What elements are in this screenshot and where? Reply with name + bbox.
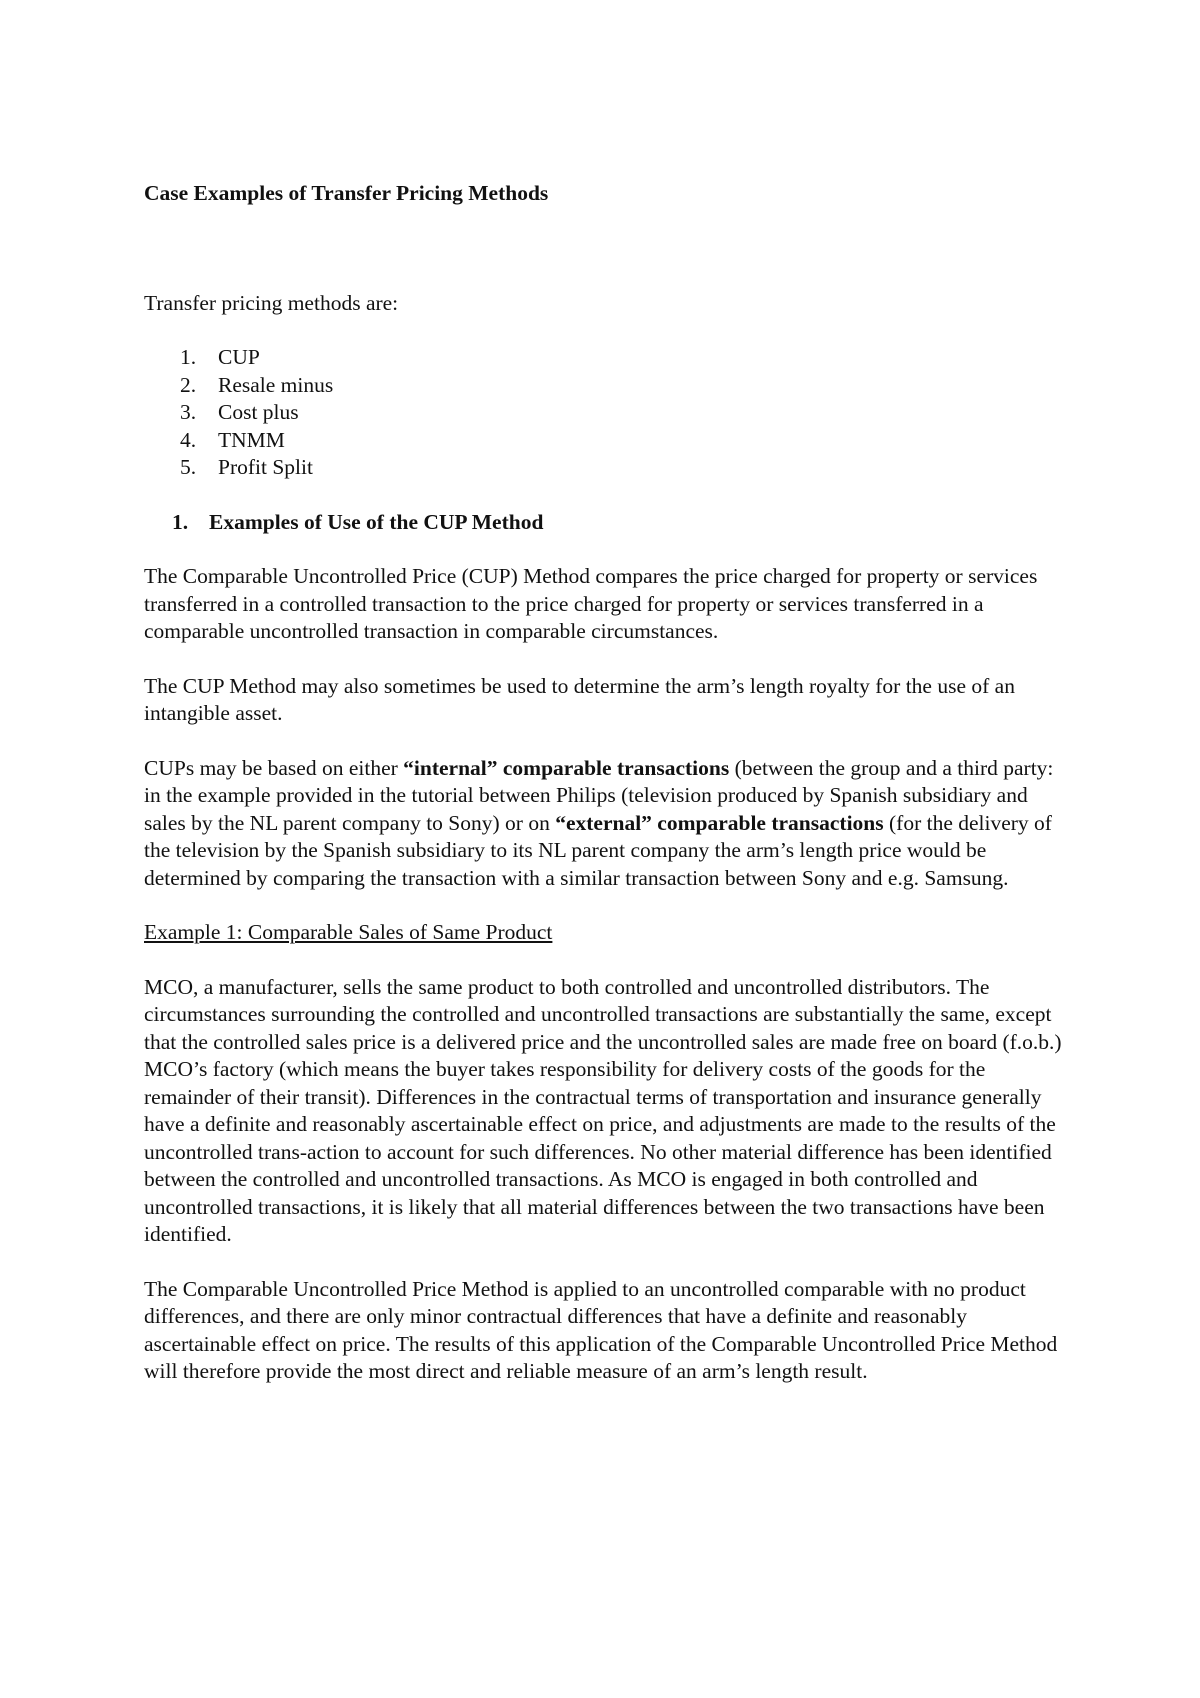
list-item (144, 372, 1074, 400)
external-comparable-term: “external” comparable transactions (555, 810, 884, 835)
cup-types-paragraph (144, 755, 1074, 893)
example-1-heading: Example 1: Comparable Sales of Same Product (144, 920, 553, 944)
list-item (144, 344, 1074, 372)
list-item (144, 399, 1074, 427)
example-1-paragraph: MCO, a manufacturer, sells the same product to both controlled and uncontrolled distributors. The circumstances surrounding the controlled and uncontrolled transactions are substantially the same, except that the controlled sales price is a delivered price and the uncontrolled sales are made free on board (f.o.b.) MCO’s factory (which means the buyer takes responsibility for delivery costs of the goods for the remainder of their transit). Differences in the contractual terms of transportation and insurance generally have a definite and reasonably ascertainable effect on price, and adjustments are made to the results of the uncontrolled trans-action to account for such differences. No other material difference has been identified between the controlled and uncontrolled transactions. As MCO is engaged in both controlled and uncontrolled transactions, it is likely that all material differences between the two transactions have been identified. (144, 974, 1062, 1246)
list-item (144, 454, 1074, 482)
section-heading-number: 1. (172, 509, 189, 534)
list-item-number: 1. (180, 345, 197, 369)
list-item (144, 427, 1074, 455)
list-item-label: Cost plus (218, 400, 299, 424)
document-content (144, 180, 1074, 1386)
intro-text: Transfer pricing methods are: (144, 290, 399, 315)
example-1-conclusion-paragraph: The Comparable Uncontrolled Price Method is applied to an uncontrolled comparable with no product differences, and there are only minor contractual differences that have a definite and reasonably ascertainable effect on price. The results of this application of the Comparable Uncontrolled Price Method will therefore provide the most direct and reliable measure of an arm’s length result. (144, 1276, 1058, 1383)
cup-types-text: CUPs may be based on either (144, 755, 404, 780)
list-item-label: Resale minus (218, 372, 334, 397)
list-item-number: 4. (180, 427, 197, 452)
list-item-number: 5. (180, 455, 197, 479)
internal-comparable-term: “internal” comparable transactions (403, 755, 730, 780)
cup-types-text: (between the group and a third party: in the example provided in the tutorial between Philips (television produced by Spanish subsidiary and sales by the NL parent company to Sony) or on (144, 755, 1054, 835)
methods-list (144, 344, 1074, 482)
document-title: Case Examples of Transfer Pricing Methods (144, 181, 549, 205)
cup-royalty-paragraph: The CUP Method may also sometimes be used to determine the arm’s length royalty for the use of an intangible asset. (144, 673, 1015, 725)
list-item-label: TNMM (218, 427, 285, 452)
section-heading-label: Examples of Use of the CUP Method (209, 509, 544, 534)
list-item-number: 2. (180, 372, 197, 397)
list-item-number: 3. (180, 400, 197, 424)
list-item-label: Profit Split (218, 455, 313, 479)
section-heading (144, 509, 1074, 537)
cup-types-text: (for the delivery of the television by the Spanish subsidiary to its NL parent company the arm’s length price would be determined by comparing the transaction with a similar transaction between Sony and e.g. Samsung. (144, 810, 1052, 890)
list-item-label: CUP (218, 345, 260, 369)
cup-definition-paragraph: The Comparable Uncontrolled Price (CUP) Method compares the price charged for property or services transferred in a controlled transaction to the price charged for property or services transferred in a comparable uncontrolled transaction in comparable circumstances. (144, 564, 1038, 643)
